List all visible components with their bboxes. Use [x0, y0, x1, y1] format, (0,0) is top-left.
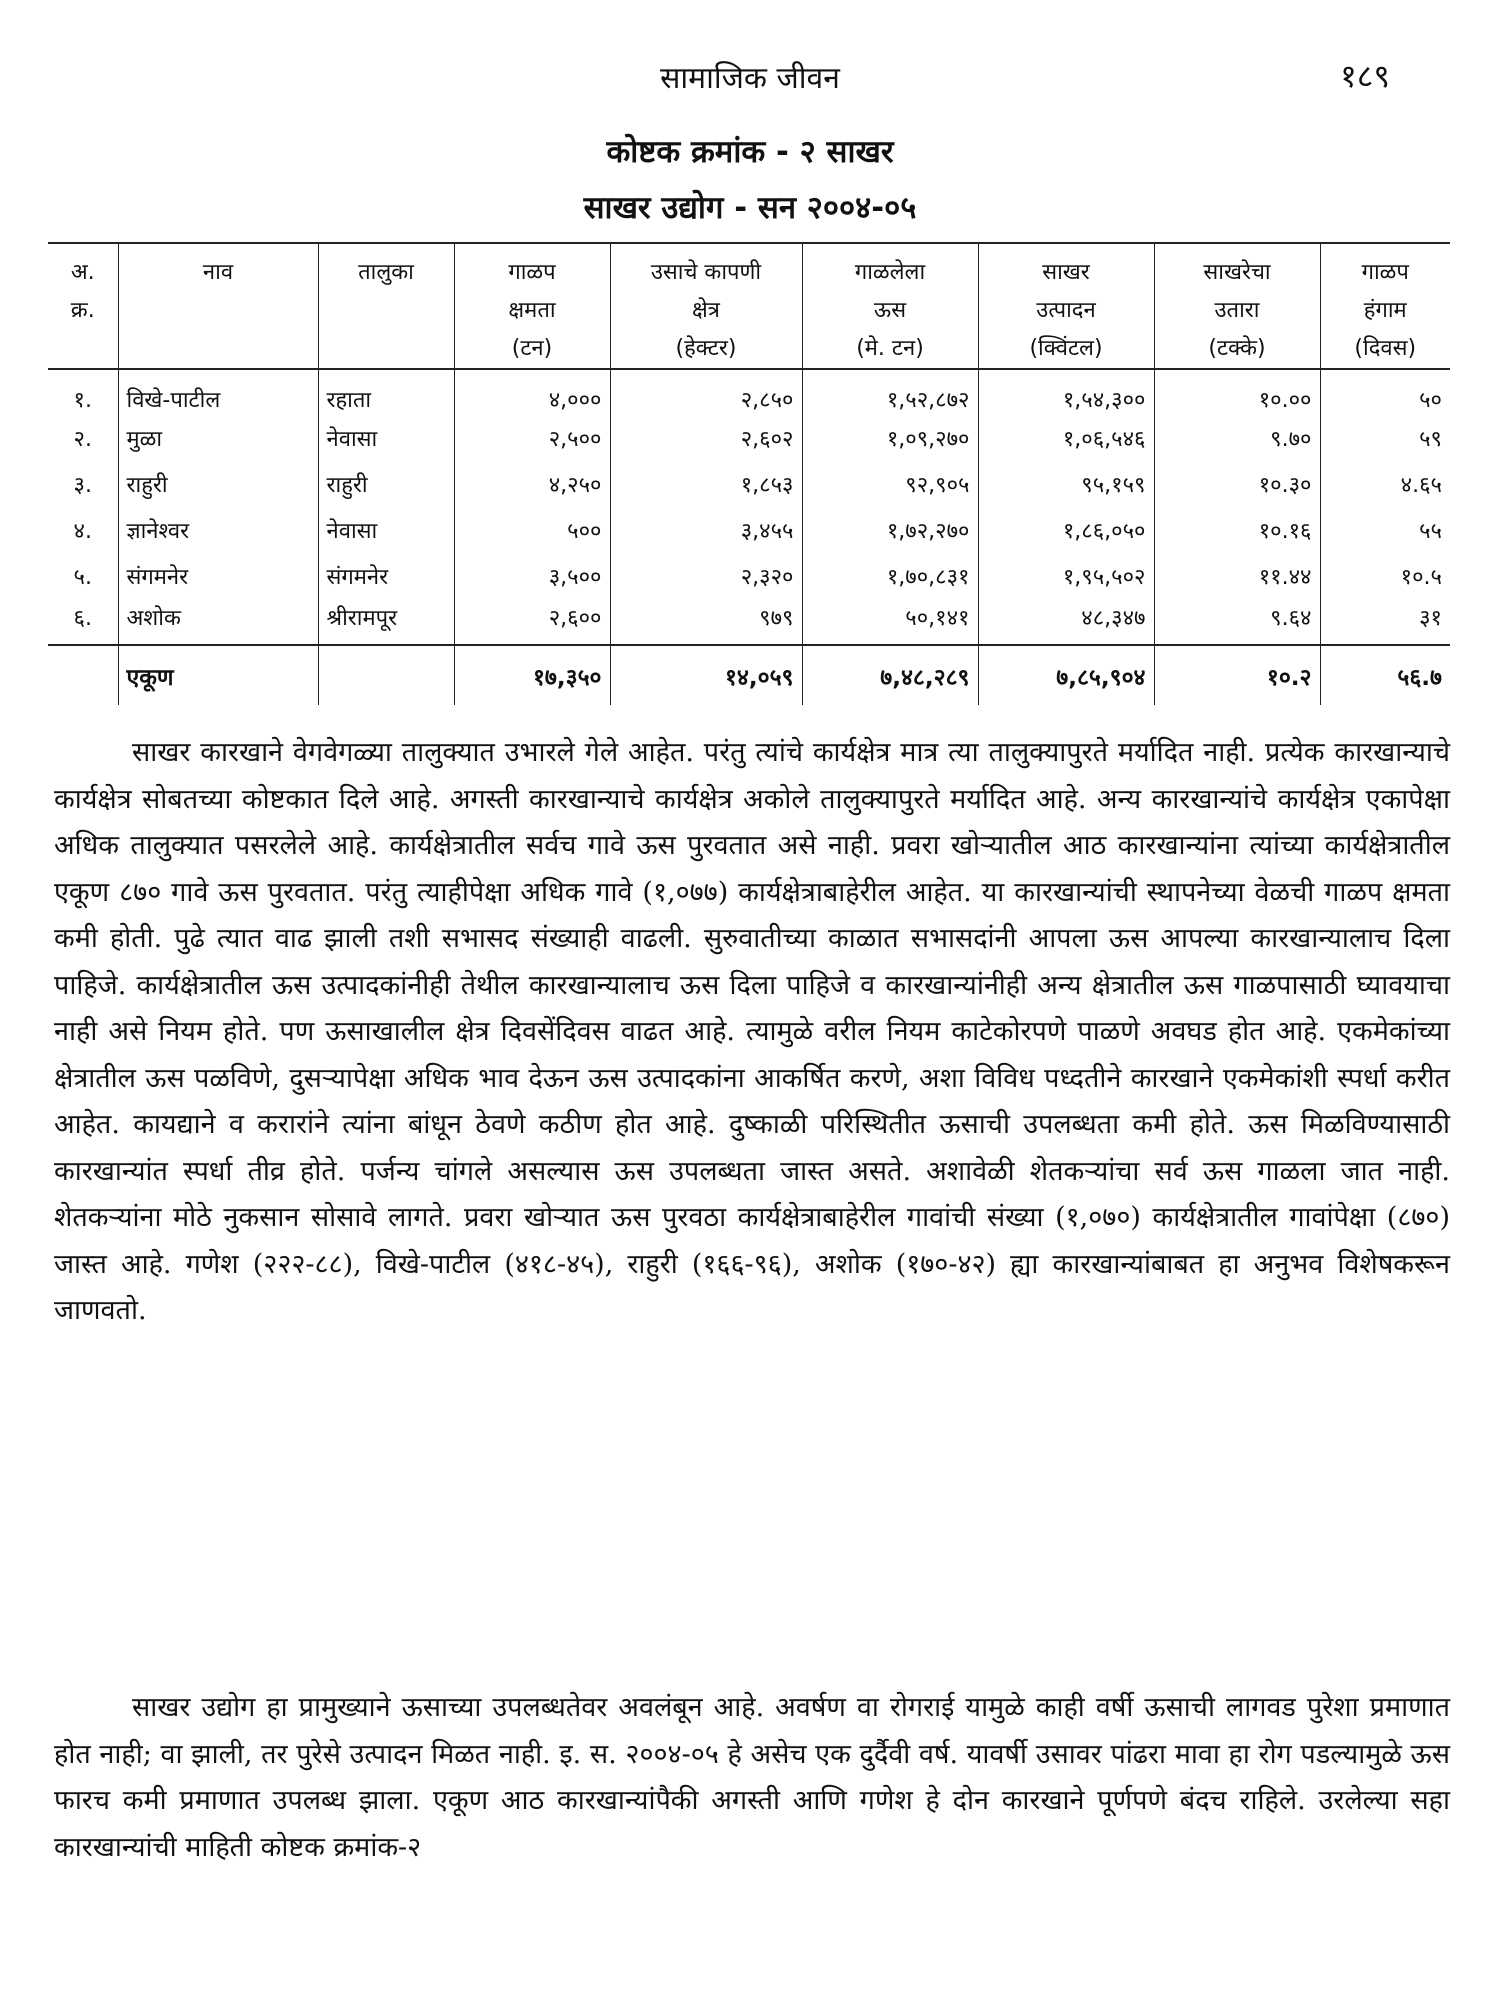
cell-crushing-capacity: ४,२५० — [454, 461, 610, 507]
cell-crushing-capacity: २,५०० — [454, 415, 610, 461]
cell-sr-no: ३. — [73, 473, 92, 498]
cell-cane-crushed: ९२,९०५ — [802, 461, 978, 507]
cell-cane-crushed: १,७२,२७० — [802, 507, 978, 553]
table-header — [48, 243, 1450, 369]
header-taluka: तालुका — [318, 243, 454, 369]
cell-taluka: श्रीरामपूर — [318, 599, 454, 645]
cell-crushing-days: ३१ — [1320, 599, 1450, 645]
sugar-industry-table — [48, 242, 1450, 705]
cell-sugar-production: १,०६,५४६ — [978, 415, 1154, 461]
body-paragraph-1: साखर कारखाने वेगवेगळ्या तालुक्यात उभारले गेले आहेत. परंतु त्यांचे कार्यक्षेत्र मात्र त्या तालुक्यापुरते मर्यादित नाही. प्रत्येक कारखान्याचे कार्यक्षेत्र सोबतच्या कोष्टकात दिले आहे. अगस्ती कारखान्याचे कार्यक्षेत्र अकोले तालुक्यापुरते मर्यादित आहे. अन्य कारखान्यांचे कार्यक्षेत्र एकापेक्षा अधिक तालुक्यात पसरलेले आहे. कार्यक्षेत्रातील सर्वच गावे ऊस पुरवतात असे नाही. प्रवरा खोऱ्यातील आठ कारखान्यांना त्यांच्या कार्यक्षेत्रातील एकूण ८७० गावे ऊस पुरवतात. परंतु त्याहीपेक्षा अधिक गावे (१,०७७) कार्यक्षेत्राबाहेरील आहेत. या कारखान्यांची स्थापनेच्या वेळची गाळप क्षमता कमी होती. पुढे त्यात वाढ झाली तशी सभासद संख्याही वाढली. सुरुवातीच्या काळात सभासदांनी आपला ऊस आपल्या कारखान्यालाच दिला पाहिजे. कार्यक्षेत्रातील ऊस उत्पादकांनीही तेथील कारखान्यालाच ऊस दिला पाहिजे व कारखान्यांनीही अन्य क्षेत्रातील ऊस गाळपासाठी घ्यावयाचा नाही असे नियम होते. पण ऊसाखालील क्षेत्र दिवसेंदिवस वाढत आहे. त्यामुळे वरील नियम काटेकोरपणे पाळणे अवघड होत आहे. एकमेकांच्या क्षेत्रातील ऊस पळविणे, दुसऱ्यापेक्षा अधिक भाव देऊन ऊस उत्पादकांना आकर्षित करणे, अशा विविध पध्दतीने कारखाने एकमेकांशी स्पर्धा करीत आहेत. कायद्याने व करारांने त्यांना बांधून ठेवणे कठीण होत आहे. दुष्काळी परिस्थितीत ऊसाची उपलब्धता कमी होते. ऊस मिळविण्यासाठी कारखान्यांत स्पर्धा तीव्र होते. पर्जन्य चांगले असल्यास ऊस उपलब्धता जास्त असते. अशावेळी शेतकऱ्यांचा सर्व ऊस गाळला जात नाही. शेतकऱ्यांना मोठे नुकसान सोसावे लागते. प्रवरा खोऱ्यात ऊस पुरवठा कार्यक्षेत्राबाहेरील गावांची संख्या (१,०७०) कार्यक्षेत्रातील गावांपेक्षा (८७०) जास्त आहे. गणेश (२२२-८८), विखे-पाटील (४१८-४५), राहुरी (१६६-९६), अशोक (१७०-४२) ह्या कारखान्यांबाबत हा अनुभव विशेषकरून जाणवतो. — [54, 737, 1450, 1326]
cell-crushing-days: ५५ — [1320, 507, 1450, 553]
total-crushing-capacity: १७,३५० — [454, 645, 610, 705]
cell-sr-no: १. — [73, 387, 92, 413]
total-name: एकूण — [118, 645, 318, 705]
header-cane-crushed: गाळलेला ऊस (मे. टन) — [802, 243, 978, 369]
cell-sugar-recovery: १०.०० — [1154, 369, 1320, 415]
cell-harvest-area: ३,४५५ — [610, 507, 802, 553]
cell-cane-crushed: १,७०,८३१ — [802, 553, 978, 599]
header-crushing-days: गाळप हंगाम (दिवस) — [1320, 243, 1450, 369]
cell-cane-crushed: १,५२,८७२ — [802, 369, 978, 415]
cell-cane-crushed: ५०,१४१ — [802, 599, 978, 645]
cell-taluka: नेवासा — [318, 507, 454, 553]
header-name: नाव — [118, 243, 318, 369]
cell-sr-no: ४. — [73, 519, 92, 544]
cell-sugar-production: १,९५,५०२ — [978, 553, 1154, 599]
table-row — [48, 461, 1450, 507]
cell-harvest-area: २,८५० — [610, 369, 802, 415]
cell-sugar-recovery: ९.७० — [1154, 415, 1320, 461]
cell-taluka: नेवासा — [318, 415, 454, 461]
cell-sugar-production: १,८६,०५० — [978, 507, 1154, 553]
cell-name: संगमनेर — [118, 553, 318, 599]
cell-crushing-days: १०.५ — [1320, 553, 1450, 599]
header-sr-no: अ. क्र. — [70, 260, 95, 323]
cell-sugar-recovery: ९.६४ — [1154, 599, 1320, 645]
table-subtitle: साखर उद्योग - सन २००४-०५ — [583, 190, 917, 226]
header-sugar-production: साखर उत्पादन (क्विंटल) — [978, 243, 1154, 369]
cell-crushing-capacity: २,६०० — [454, 599, 610, 645]
cell-crushing-capacity: ३,५०० — [454, 553, 610, 599]
body-paragraph-2: साखर उद्योग हा प्रामुख्याने ऊसाच्या उपलब्धतेवर अवलंबून आहे. अवर्षण वा रोगराई यामुळे काही वर्षी ऊसाची लागवड पुरेशा प्रमाणात होत नाही; वा झाली, तर पुरेसे उत्पादन मिळत नाही. इ. स. २००४-०५ हे असेच एक दुर्दैवी वर्ष. यावर्षी उसावर पांढरा मावा हा रोग पडल्यामुळे ऊस फारच कमी प्रमाणात उपलब्ध झाला. एकूण आठ कारखान्यांपैकी अगस्ती आणि गणेश हे दोन कारखाने पूर्णपणे बंदच राहिले. उरलेल्या सहा कारखान्यांची माहिती कोष्टक क्रमांक-२ — [54, 1692, 1450, 1863]
cell-cane-crushed: १,०९,२७० — [802, 415, 978, 461]
table-row — [48, 507, 1450, 553]
total-taluka — [318, 645, 454, 705]
cell-taluka: रहाता — [318, 369, 454, 415]
cell-name: अशोक — [118, 599, 318, 645]
running-head: सामाजिक जीवन — [660, 61, 840, 96]
cell-harvest-area: १,८५३ — [610, 461, 802, 507]
cell-harvest-area: २,३२० — [610, 553, 802, 599]
cell-sugar-production: ९५,१५९ — [978, 461, 1154, 507]
cell-sr-no: ६. — [73, 605, 92, 631]
cell-taluka: राहुरी — [318, 461, 454, 507]
total-harvest-area: १४,०५९ — [610, 645, 802, 705]
cell-sr-no: ५. — [73, 565, 92, 590]
table-row — [48, 599, 1450, 645]
cell-name: विखे-पाटील — [118, 369, 318, 415]
table-body — [48, 369, 1450, 645]
cell-sugar-recovery: ११.४४ — [1154, 553, 1320, 599]
cell-name: मुळा — [118, 415, 318, 461]
cell-sugar-recovery: १०.१६ — [1154, 507, 1320, 553]
cell-sr-no: २. — [73, 427, 92, 452]
cell-crushing-capacity: ४,००० — [454, 369, 610, 415]
cell-name: ज्ञानेश्वर — [118, 507, 318, 553]
header-harvest-area: उसाचे कापणी क्षेत्र (हेक्टर) — [610, 243, 802, 369]
header-sugar-recovery: साखरेचा उतारा (टक्के) — [1154, 243, 1320, 369]
cell-crushing-days: ४.६५ — [1320, 461, 1450, 507]
cell-crushing-days: ५९ — [1320, 415, 1450, 461]
table-footer — [48, 645, 1450, 705]
table-title: कोष्टक क्रमांक - २ साखर — [606, 134, 894, 170]
header-crushing-capacity: गाळप क्षमता (टन) — [454, 243, 610, 369]
total-sr-no — [48, 645, 118, 705]
total-sugar-production: ७,८५,९०४ — [978, 645, 1154, 705]
total-cane-crushed: ७,४८,२८९ — [802, 645, 978, 705]
total-row — [48, 645, 1450, 705]
total-crushing-days: ५६.७ — [1320, 645, 1450, 705]
cell-crushing-capacity: ५०० — [454, 507, 610, 553]
cell-taluka: संगमनेर — [318, 553, 454, 599]
cell-harvest-area: ९७९ — [610, 599, 802, 645]
cell-sugar-production: १,५४,३०० — [978, 369, 1154, 415]
cell-sugar-production: ४८,३४७ — [978, 599, 1154, 645]
cell-name: राहुरी — [118, 461, 318, 507]
page-number: १८९ — [1340, 57, 1390, 95]
cell-sugar-recovery: १०.३० — [1154, 461, 1320, 507]
table-row — [48, 553, 1450, 599]
total-sugar-recovery: १०.२ — [1154, 645, 1320, 705]
table-row — [48, 415, 1450, 461]
cell-crushing-days: ५० — [1320, 369, 1450, 415]
cell-harvest-area: २,६०२ — [610, 415, 802, 461]
table-row — [48, 369, 1450, 415]
